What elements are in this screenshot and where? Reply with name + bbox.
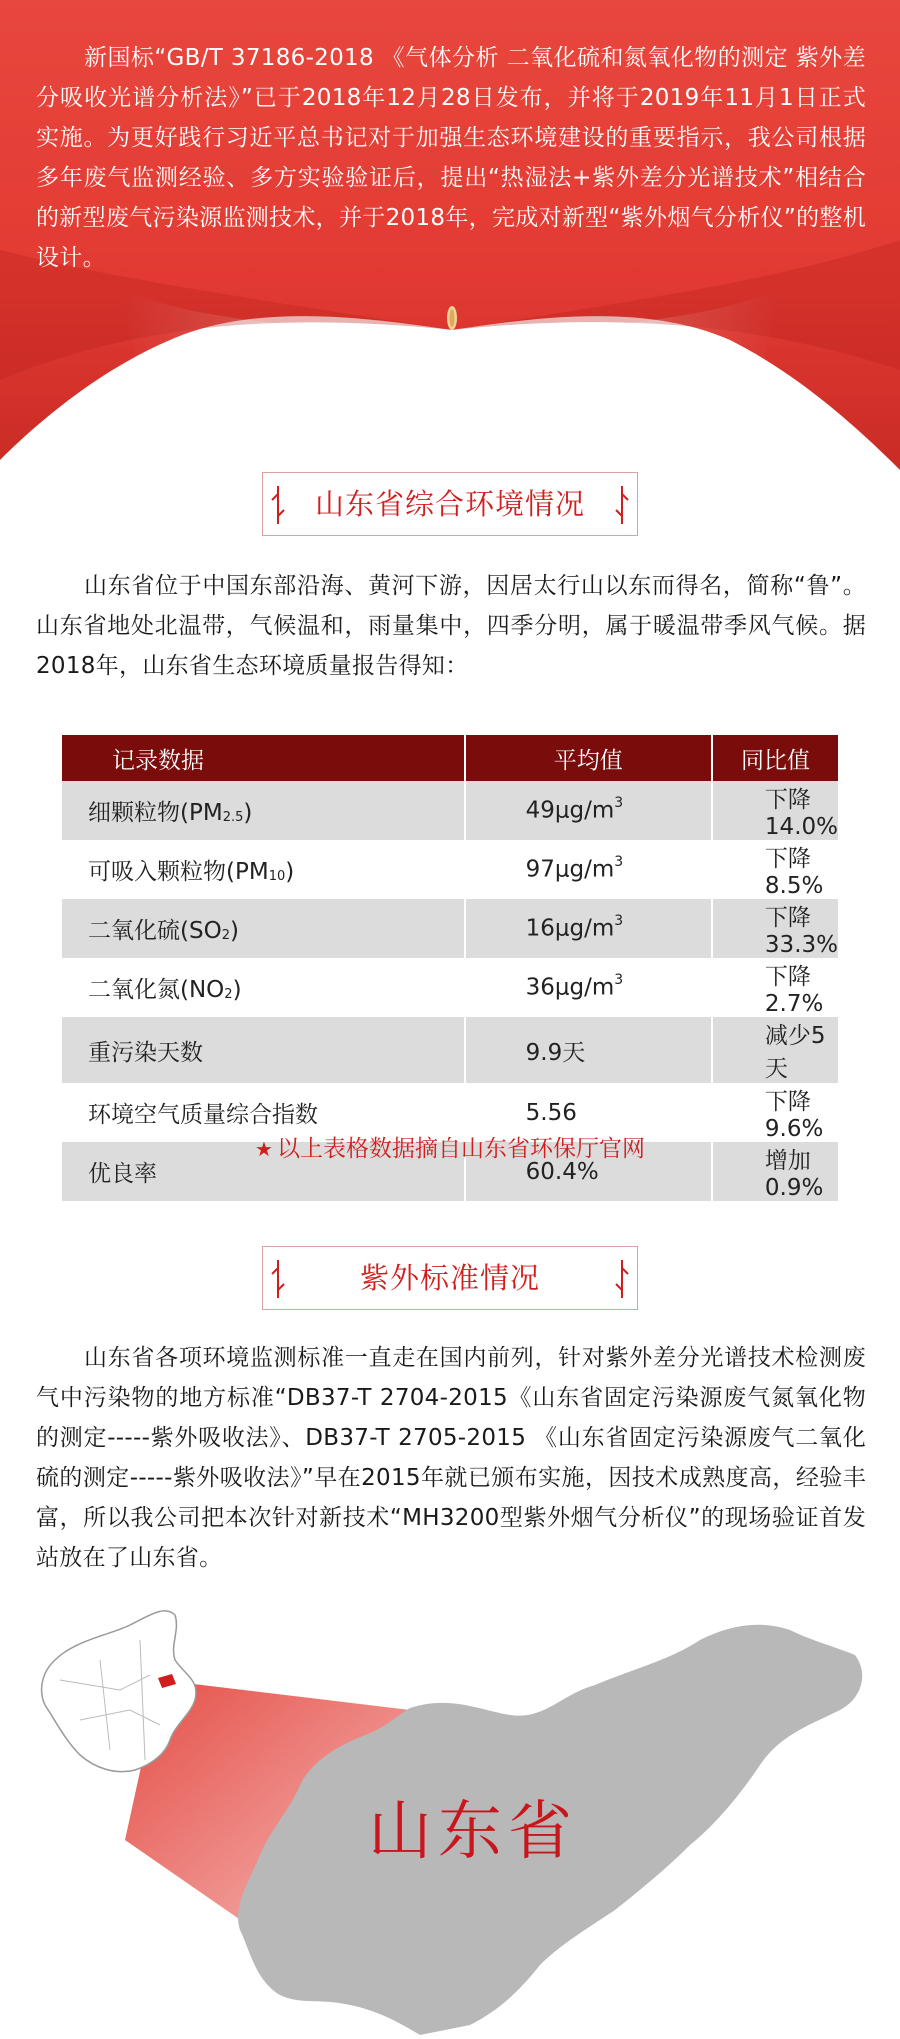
row-name-sub: 10 (268, 869, 286, 884)
heading-ornament-right (615, 1260, 629, 1298)
environment-paragraph: 山东省位于中国东部沿海、黄河下游，因居太行山以东而得名，简称“鲁”。山东省地处北温带，气候温和，雨量集中，四季分明，属于暖温带季风气候。据2018年，山东省生态环境质量报告得知： (36, 573, 866, 679)
row-name (62, 958, 465, 1017)
star-icon: ★ (255, 1137, 273, 1161)
intro-text: 新国标“GB/T 37186-2018 《气体分析 二氧化硫和氮氧化物的测定 紫外差分吸收光谱分析法》”已于2018年12月28日发布，并将于2019年11月1日正式实施。为更好践行习近平总书记对于加强生态环境建设的重要指示，我公司根据多年废气监测经验、多方实验验证后，提出“热湿法+紫外差分光谱技术”相结合的新型废气污染源监测技术，并于2018年，完成对新型“紫外烟气分析仪”的整机设计。 (36, 45, 866, 271)
row-value-sup: 3 (614, 972, 624, 989)
row-name-end: ) (232, 977, 242, 1003)
table-row (62, 781, 838, 840)
row-value-text: 16μg/m (525, 915, 615, 942)
row-name (62, 1017, 465, 1083)
row-name-text: 优良率 (88, 1161, 157, 1187)
section-heading-environment (262, 472, 638, 536)
row-name-text: 重污染天数 (88, 1039, 203, 1066)
row-value-sup: 3 (614, 795, 624, 812)
row-value-sup: 3 (614, 913, 624, 930)
row-name (62, 899, 465, 958)
row-name-text: 可吸入颗粒物(PM (88, 859, 269, 885)
row-value (465, 899, 712, 958)
row-change: 下降14.0% (712, 781, 838, 840)
row-name-sub: 2 (221, 928, 230, 943)
row-value-sup: 3 (614, 854, 624, 871)
row-value (465, 781, 712, 840)
row-name-end: ) (285, 859, 295, 885)
table-row (62, 1017, 838, 1083)
section-title: 紫外标准情况 (359, 1261, 540, 1295)
row-change: 下降8.5% (712, 840, 838, 899)
row-change: 增加0.9% (712, 1142, 838, 1201)
row-value-text: 36μg/m (525, 974, 615, 1001)
row-name-text: 二氧化氮(NO (88, 977, 225, 1003)
header-yoy: 同比值 (712, 735, 838, 781)
row-value (465, 1017, 712, 1083)
row-name-end: ) (243, 800, 253, 826)
table-note-text: 以上表格数据摘自山东省环保厅官网 (276, 1136, 645, 1162)
row-value-text: 49μg/m (525, 797, 615, 824)
header-record: 记录数据 (62, 735, 465, 781)
row-value-text: 60.4% (525, 1158, 599, 1185)
row-value (465, 958, 712, 1017)
section-title: 山东省综合环境情况 (314, 487, 585, 521)
row-value-text: 97μg/m (525, 856, 615, 883)
row-change: 下降2.7% (712, 958, 838, 1017)
map-label: 山东省 (368, 1795, 578, 1869)
table-header-row (62, 735, 838, 781)
row-name (62, 840, 465, 899)
uv-standard-paragraph: 山东省各项环境监测标准一直走在国内前列，针对紫外差分光谱技术检测废气中污染物的地方标准“DB37-T 2704-2015《山东省固定污染源废气氮氧化物的测定-----紫外吸收法》、DB37-T 2705-2015 《山东省固定污染源废气二氧化硫的测定-----紫外吸收法》”早在2015年就已颁布实施，因技术成熟度高，经验丰富，所以我公司把本次针对新技术“MH3200型紫外烟气分析仪”的现场验证首发站放在了山东省。 (36, 1345, 866, 1571)
row-name (62, 781, 465, 840)
row-value-text: 9.9天 (525, 1039, 586, 1066)
row-name-text: 细颗粒物(PM (88, 800, 223, 826)
row-change: 减少5天 (712, 1017, 838, 1083)
table-row (62, 840, 838, 899)
row-name-text: 二氧化硫(SO (88, 918, 222, 944)
row-name-end: ) (229, 918, 239, 944)
row-name-text: 环境空气质量综合指数 (88, 1102, 318, 1128)
row-name-sub: 2 (224, 987, 233, 1002)
header-average: 平均值 (465, 735, 712, 781)
row-value (465, 840, 712, 899)
row-name-sub: 2.5 (222, 810, 244, 825)
row-change: 下降33.3% (712, 899, 838, 958)
table-row (62, 958, 838, 1017)
row-value-text: 5.56 (525, 1099, 577, 1126)
curtain-banner (0, 0, 900, 500)
table-source-note (0, 1130, 900, 1163)
heading-ornament-right (615, 486, 629, 524)
row-change: 下降9.6% (712, 1083, 838, 1142)
table-row (62, 899, 838, 958)
section-heading-uv-standard (262, 1246, 638, 1310)
